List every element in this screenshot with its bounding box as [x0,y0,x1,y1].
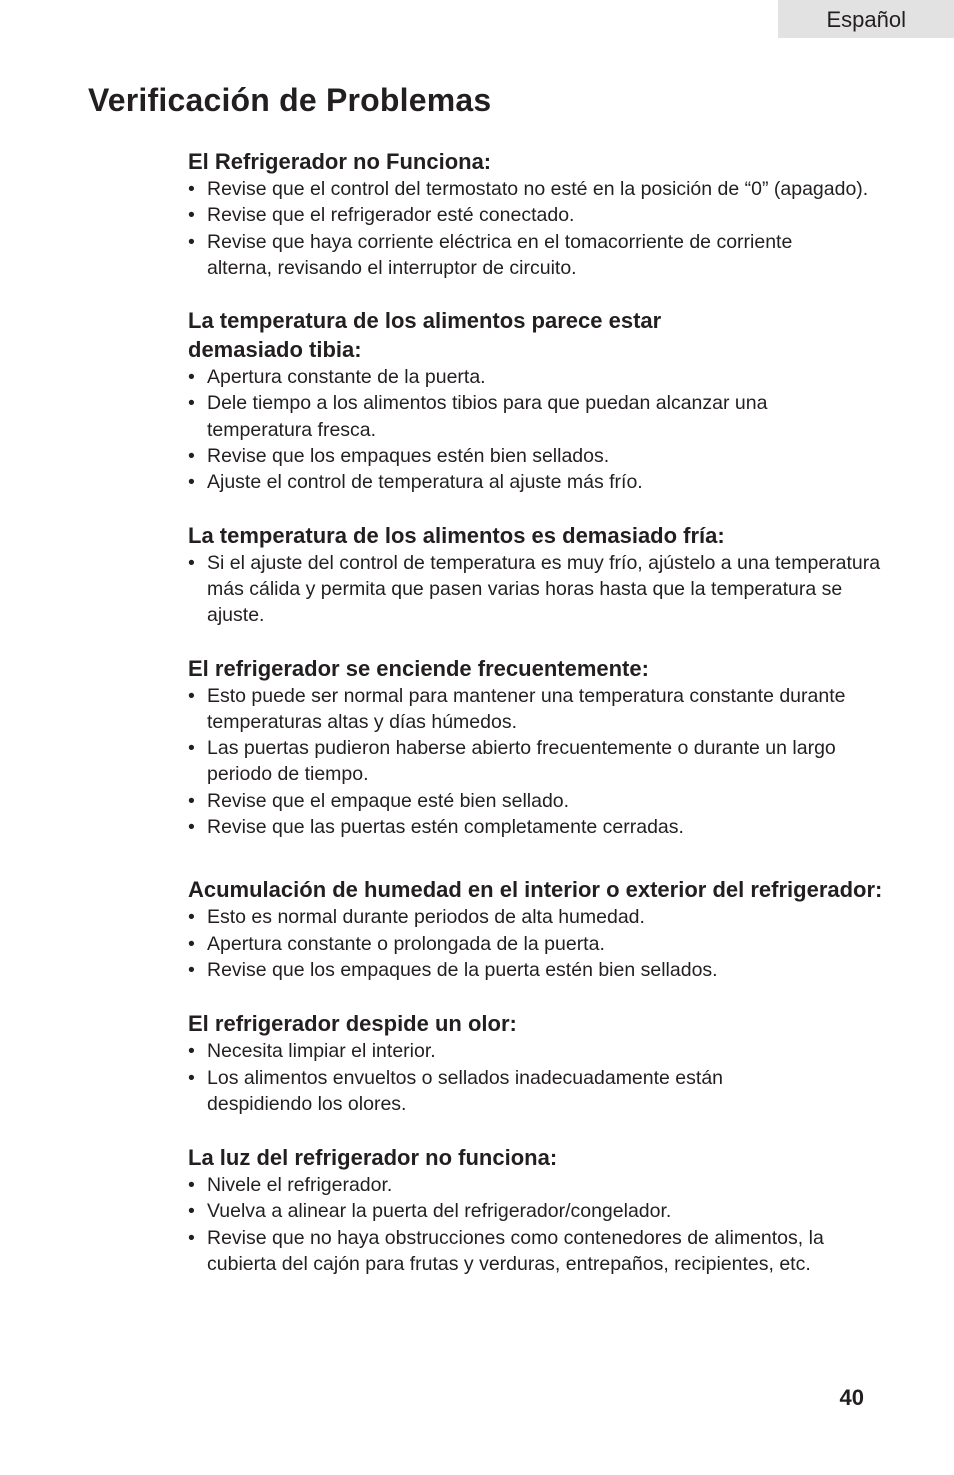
section-heading: El Refrigerador no Funciona: [188,149,492,174]
list-item: • Vuelva a alinear la puerta del refrigerador/congelador. [188,1198,888,1224]
list-item: • Si el ajuste del control de temperatura es muy frío, ajústelo a una temperatura más cálida y permita que pasen varias horas hasta que la temperatura se ajuste. [188,551,881,627]
language-tab: Español [778,0,954,38]
section-moisture-buildup [188,875,888,983]
bullet-icon: • [188,958,195,981]
bullet-list [188,176,888,281]
section-heading: La temperatura de los alimentos es demasiado fría: [188,522,725,548]
bullet-list [188,550,888,629]
bullet-icon: • [188,737,195,760]
section-heading: La temperatura de los alimentos parece estar demasiado tibia: [188,308,662,363]
troubleshooting-content [188,147,888,1277]
list-item: • Apertura constante o prolongada de la puerta. [188,931,888,957]
bullet-list [188,364,888,495]
list-item: • Ajuste el control de temperatura al ajuste más frío. [188,469,888,495]
section-heading: La luz del refrigerador no funciona: [188,1145,558,1171]
list-item: • Revise que el control del termostato no esté en la posición de “0” (apagado). [188,176,888,202]
list-item: • Revise que los empaques estén bien sellados. [188,443,888,469]
list-item: • Revise que no haya obstrucciones como contenedores de alimentos, la cubierta del cajón para frutas y verduras, entrepaños, recipientes, etc. [188,1226,824,1276]
list-item: • Dele tiempo a los alimentos tibios para que puedan alcanzar una temperatura fresca. [188,392,768,441]
list-item: • Revise que las puertas estén completamente cerradas. [188,814,888,840]
list-item: • Revise que haya corriente eléctrica en el tomacorriente de corriente alterna, revisando el interruptor de circuito. [188,230,793,279]
bullet-icon: • [188,906,195,929]
bullet-icon: • [188,204,195,227]
section-light-not-working [188,1143,888,1277]
bullet-icon: • [188,471,195,494]
bullet-icon: • [188,551,195,574]
list-item: • Revise que el refrigerador esté conectado. [188,202,888,228]
bullet-icon: • [188,230,195,253]
section-food-too-cold [188,521,888,629]
section-heading: El refrigerador se enciende frecuentemente: [188,655,649,681]
section-runs-frequently [188,654,888,841]
section-odor [188,1009,888,1117]
list-item: • Necesita limpiar el interior. [188,1038,888,1064]
section-food-too-warm [188,306,888,495]
bullet-icon: • [188,684,195,707]
list-item: • Esto puede ser normal para mantener una temperatura constante durante temperaturas altas y días húmedos. [188,684,846,733]
bullet-icon: • [188,932,195,955]
section-heading: Acumulación de humedad en el interior o exterior del refrigerador: [188,877,883,903]
list-item: • Las puertas pudieron haberse abierto frecuentemente o durante un largo periodo de tiempo. [188,737,836,786]
bullet-list [188,1038,888,1117]
bullet-icon: • [188,445,195,468]
bullet-icon: • [188,1040,195,1063]
section-heading: El refrigerador despide un olor: [188,1011,517,1037]
list-item: • Esto es normal durante periodos de alta humedad. [188,904,888,930]
bullet-icon: • [188,1066,195,1089]
bullet-icon: • [188,1174,195,1197]
bullet-icon: • [188,178,195,200]
bullet-icon: • [188,392,195,415]
bullet-icon: • [188,366,195,389]
section-not-working [188,147,888,281]
list-item: • Revise que el empaque esté bien sellado. [188,788,888,814]
bullet-icon: • [188,1226,195,1249]
bullet-list [188,904,888,983]
bullet-icon: • [188,1200,195,1223]
bullet-icon: • [188,789,195,812]
list-item: • Revise que los empaques de la puerta estén bien sellados. [188,957,888,983]
bullet-list [188,683,888,841]
page-number: 40 [839,1385,864,1410]
list-item: • Apertura constante de la puerta. [188,364,888,390]
page-title: Verificación de Problemas [88,82,492,118]
bullet-icon: • [188,816,195,839]
list-item: • Nivele el refrigerador. [188,1172,888,1198]
list-item: • Los alimentos envueltos o sellados inadecuadamente están despidiendo los olores. [188,1066,724,1115]
bullet-list [188,1172,888,1277]
